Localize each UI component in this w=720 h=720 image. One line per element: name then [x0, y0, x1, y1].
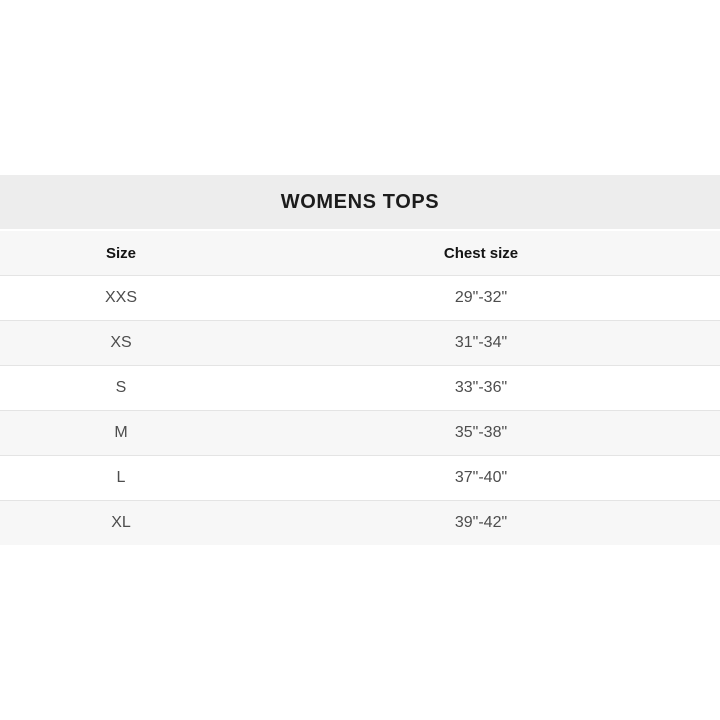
chest-size-cell: 35"-38"	[454, 424, 508, 441]
column-header-size: Size	[105, 244, 136, 262]
chest-size-cell: 37"-40"	[454, 469, 508, 486]
size-chart-title: WOMENS TOPS	[280, 190, 440, 213]
size-chart-header-row	[0, 231, 720, 275]
size-cell: S	[115, 379, 127, 396]
size-cell: M	[114, 424, 128, 441]
column-header-chest-size: Chest size	[443, 244, 519, 262]
table-row-m	[0, 410, 720, 455]
size-cell: L	[116, 469, 126, 486]
size-cell: XS	[110, 334, 132, 351]
table-row-s	[0, 365, 720, 410]
chest-size-cell: 31"-34"	[454, 334, 508, 351]
table-row-l	[0, 455, 720, 500]
size-cell: XXS	[104, 289, 137, 306]
chest-size-cell: 33"-36"	[454, 379, 508, 396]
chest-size-cell: 39"-42"	[454, 514, 508, 531]
chest-size-cell: 29"-32"	[454, 289, 508, 306]
table-row-xl	[0, 500, 720, 545]
size-chart-title-bar	[0, 175, 720, 229]
table-row-xxs	[0, 275, 720, 320]
size-cell: XL	[111, 514, 131, 531]
size-chart-table	[0, 175, 720, 545]
table-row-xs	[0, 320, 720, 365]
